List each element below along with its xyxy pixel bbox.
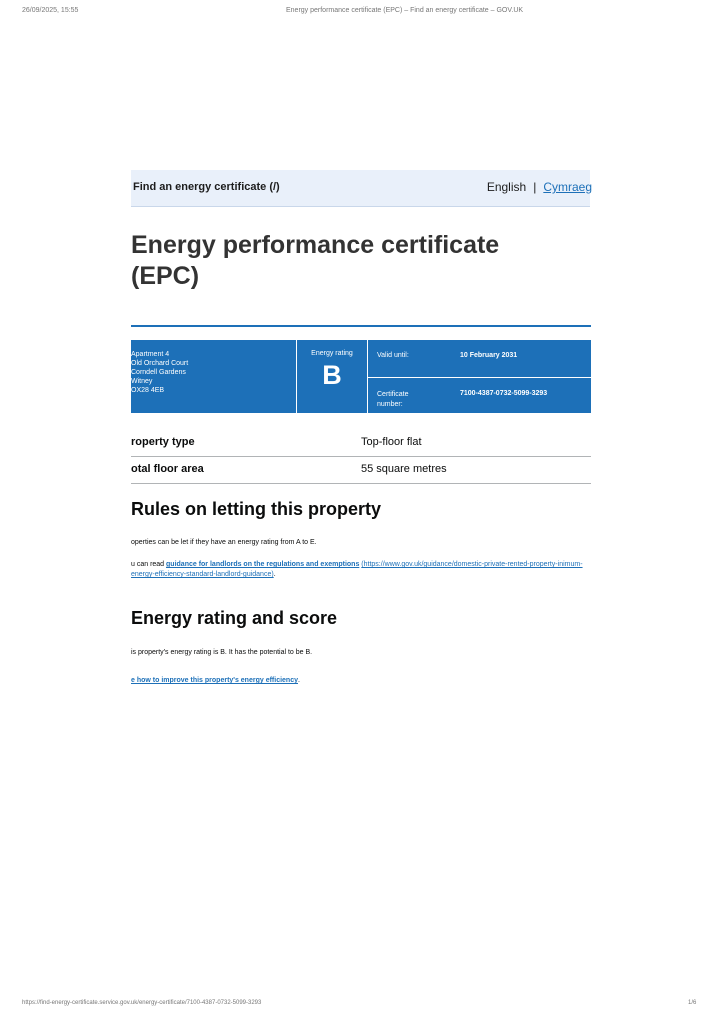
energy-rating-heading: Energy rating and score — [131, 608, 338, 628]
address-line: OX28 4EB — [131, 387, 165, 394]
energy-rating-text: is property's energy rating is B. It has the potential to be B. — [131, 649, 313, 656]
summary-value: 55 square metres — [361, 463, 447, 475]
epc-summary-panel — [131, 340, 591, 413]
certificate-number-value: 7100-4387-0732-5099-3293 — [460, 390, 548, 397]
property-address — [131, 350, 188, 395]
guidance-paragraph — [131, 560, 591, 580]
print-date: 26/09/2025, 15:55 — [22, 7, 79, 14]
improve-efficiency-link[interactable]: e how to improve this property's energy efficiency — [131, 677, 298, 684]
address-line: Old Orchard Court — [131, 360, 189, 367]
landlord-guidance-link[interactable]: guidance for landlords on the regulations and exemptions — [166, 561, 360, 568]
language-separator: | — [533, 180, 537, 194]
valid-until-label: Valid until: — [377, 352, 409, 359]
language-english: English — [486, 180, 527, 194]
title-divider — [131, 325, 591, 327]
letting-rules-heading: Rules on letting this property — [131, 499, 382, 519]
landlord-guidance-url[interactable]: (https://www.gov.uk/guidance/domestic-private-rented-property-inimum-energy-efficiency-standard-landlord-guidance) — [131, 561, 583, 578]
improve-suffix: . — [298, 677, 300, 684]
energy-rating-box — [296, 340, 368, 413]
print-page-number: 1/6 — [688, 1000, 697, 1006]
certificate-number-label: Certificate number: — [377, 391, 409, 408]
energy-rating-letter: B — [322, 360, 342, 390]
service-name-link[interactable]: Find an energy certificate (/) — [133, 181, 280, 193]
improve-paragraph — [131, 676, 591, 686]
address-line: Apartment 4 — [131, 351, 170, 358]
address-line: Corndell Gardens — [131, 369, 186, 376]
summary-value: Top-floor flat — [361, 436, 422, 448]
summary-row-floor-area — [131, 457, 591, 484]
service-navigation — [131, 170, 590, 207]
print-page-title: Energy performance certificate (EPC) – Find an energy certificate – GOV.UK — [286, 7, 524, 14]
guidance-suffix: . — [273, 571, 276, 578]
valid-until-value: 10 February 2031 — [460, 352, 518, 359]
energy-rating-label: Energy rating — [311, 350, 353, 357]
summary-row-property-type — [131, 430, 591, 457]
language-welsh-link[interactable]: Cymraeg — [543, 180, 592, 194]
print-url: https://find-energy-certificate.service.gov.uk/energy-certificate/7100-4387-0732-5099-3293 — [22, 1000, 262, 1006]
panel-row-divider — [367, 377, 591, 378]
summary-key: roperty type — [131, 436, 195, 448]
language-switcher — [487, 180, 592, 194]
guidance-prefix: u can read — [131, 561, 167, 568]
summary-key: otal floor area — [131, 463, 204, 475]
address-line: Witney — [131, 378, 153, 385]
page-title: Energy performance certificate (EPC) — [131, 231, 500, 290]
letting-rules-text: operties can be let if they have an energy rating from A to E. — [131, 539, 317, 546]
